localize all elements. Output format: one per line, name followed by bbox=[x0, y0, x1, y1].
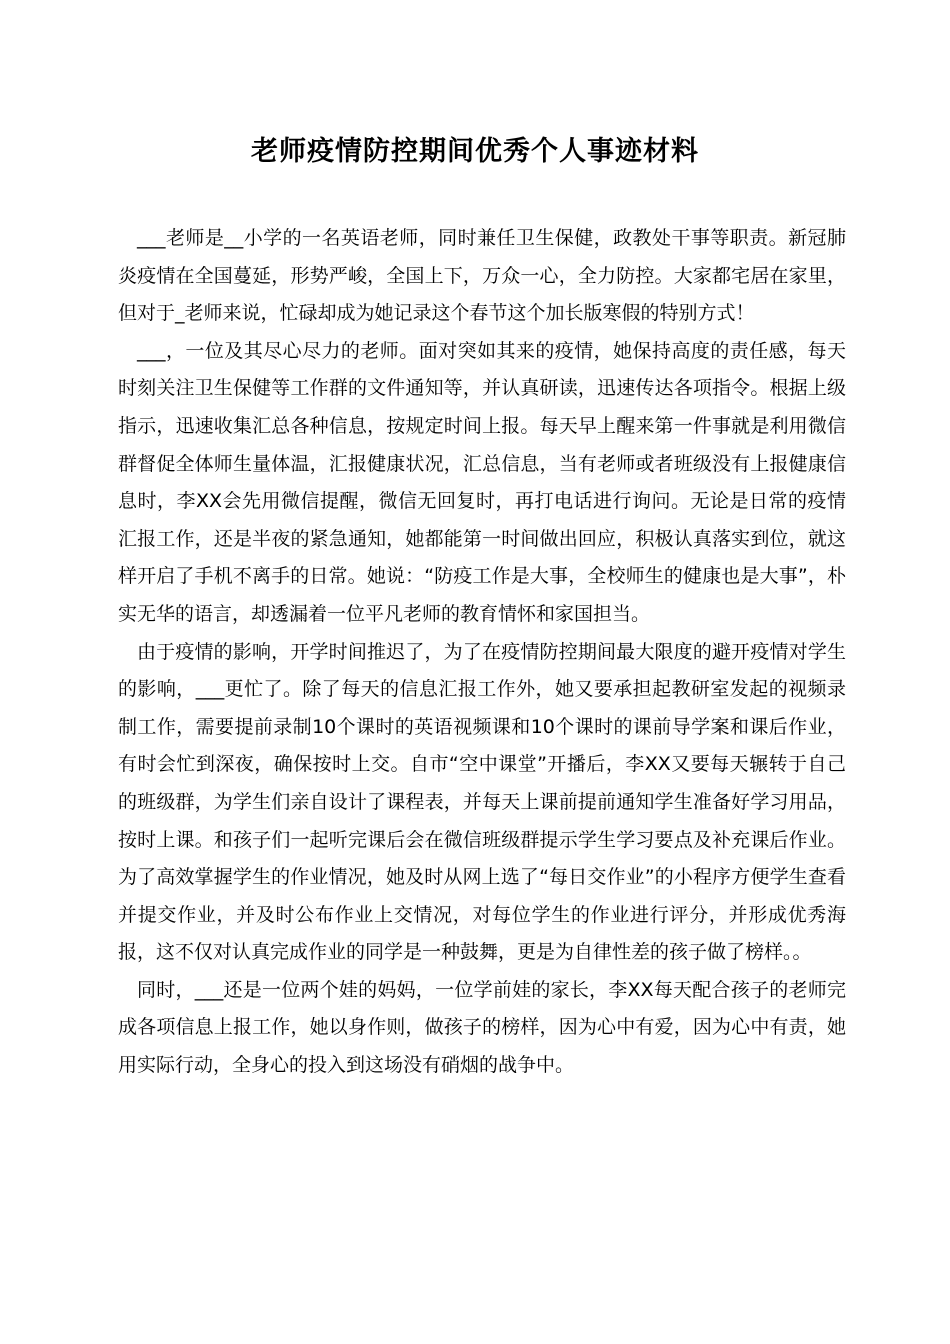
document-body bbox=[118, 220, 846, 1085]
paragraph-4: 同时，___还是一位两个娃的妈妈，一位学前娃的家长，李XX每天配合孩子的老师完成各项信息上报工作，她以身作则，做孩子的榜样，因为心中有爱，因为心中有责，她用实际行动，全身心的投入到这场没有硝烟的战争中。 bbox=[118, 978, 846, 1077]
paragraph-2: ___，一位及其尽心尽力的老师。面对突如其来的疫情，她保持高度的责任感，每天时刻关注卫生保健等工作群的文件通知等，并认真研读，迅速传达各项指令。根据上级指示，迅速收集汇总各种信息，按规定时间上报。每天早上醒来第一件事就是利用微信群督促全体师生量体温，汇报健康状况，汇总信息，当有老师或者班级没有上报健康信息时，李XX会先用微信提醒，微信无回复时，再打电话进行询问。无论是日常的疫情汇报工作，还是半夜的紧急通知，她都能第一时间做出回应，积极认真落实到位，就这样开启了手机不离手的日常。她说：“防疫工作是大事，全校师生的健康也是大事”，朴实无华的语言，却透漏着一位平凡老师的教育情怀和家国担当。 bbox=[118, 339, 846, 625]
paragraph-1: ___老师是__小学的一名英语老师，同时兼任卫生保健，政教处干事等职责。新冠肺炎疫情在全国蔓延，形势严峻，全国上下，万众一心，全力防控。大家都宅居在家里，但对于_老师来说，忙碌却成为她记录这个春节这个加长版寒假的特别方式！ bbox=[118, 227, 846, 325]
document-title: 老师疫情防控期间优秀个人事迹材料 bbox=[251, 136, 699, 167]
paragraph-3: 由于疫情的影响，开学时间推迟了，为了在疫情防控期间最大限度的避开疫情对学生的影响，___更忙了。除了每天的信息汇报工作外，她又要承担起教研室发起的视频录制工作，需要提前录制10个课时的英语视频课和10个课时的课前导学案和课后作业，有时会忙到深夜，确保按时上交。自市“空中课堂”开播后，李XX又要每天辗转于自己的班级群，为学生们亲自设计了课程表，并每天上课前提前通知学生准备好学习用品，按时上课。和孩子们一起听完课后会在微信班级群提示学生学习要点及补充课后作业。为了高效掌握学生的作业情况，她及时从网上选了“每日交作业”的小程序方便学生查看并提交作业，并及时公布作业上交情况，对每位学生的作业进行评分，并形成优秀海报，这不仅对认真完成作业的同学是一种鼓舞，更是为自律性差的孩子做了榜样。。 bbox=[118, 640, 846, 964]
